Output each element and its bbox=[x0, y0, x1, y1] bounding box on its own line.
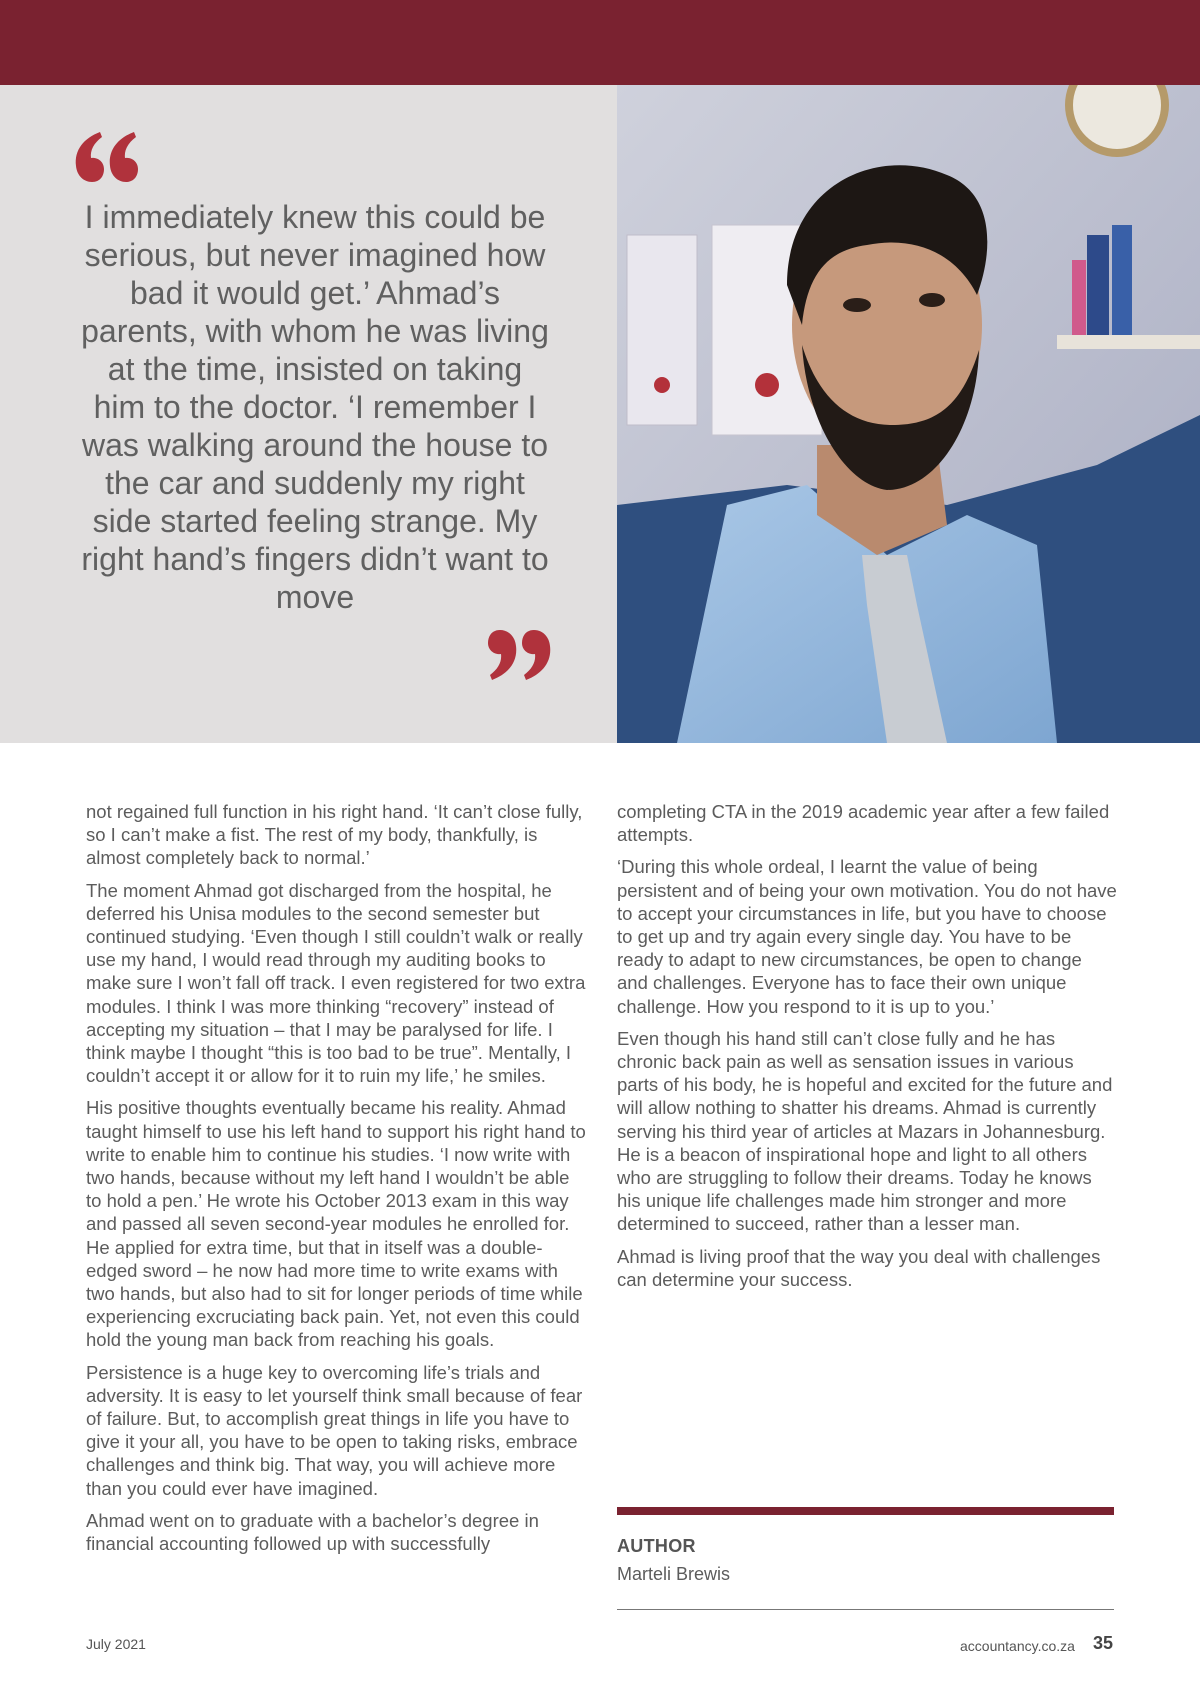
author-bottom-divider bbox=[617, 1609, 1114, 1610]
paragraph: The moment Ahmad got discharged from the hospital, he deferred his Unisa modules to the second semester but continued studying. ‘Even though I still couldn’t walk or really use my hand, I would read through my auditing books to make sure I won’t fall off track. I even registered for two extra modules. I think I was more thinking “recovery” instead of accepting my situation – that I may be paralysed for life. I think maybe I thought “this is too bad to be true”. Mentally, I couldn’t accept it or allow for it to ruin my life,’ he smiles. bbox=[86, 879, 586, 1087]
article-column-left bbox=[86, 800, 586, 1564]
author-divider bbox=[617, 1507, 1114, 1515]
paragraph: completing CTA in the 2019 academic year after a few failed attempts. bbox=[617, 801, 1110, 846]
pull-quote-text: I immediately knew this could be serious, but never imagined how bad it would get.’ Ahmad’s parents, with whom he was living at the time, insisted on taking him to the doctor. ‘I remember I was walking around the house to the car and suddenly my right side started feeling strange. My right hand’s fingers didn’t want to move bbox=[81, 199, 549, 615]
close-quote-icon bbox=[486, 622, 556, 692]
page-number: 35 bbox=[1093, 1633, 1114, 1653]
website-link[interactable]: accountancy.co.za bbox=[960, 1638, 1075, 1654]
header-band bbox=[0, 0, 1200, 85]
issue-date: July 2021 bbox=[86, 1636, 146, 1652]
paragraph: His positive thoughts eventually became his reality. Ahmad taught himself to use his left hand to support his right hand to write to enable him to continue his studies. ‘I now write with two hands, because without my left hand I wouldn’t be able to hold a pen.’ He wrote his October 2013 exam in this way and passed all seven second-year modules he enrolled for. He applied for extra time, but that in itself was a double-edged sword – he now had more time to write exams with two hands, but also had to sit for longer periods of time while experiencing excruciating back pain. Yet, not even this could hold the young man back from reaching his goals. bbox=[86, 1097, 586, 1351]
paragraph: not regained full function in his right hand. ‘It can’t close fully, so I can’t make a fist. The rest of my body, thankfully, is almost completely back to normal.’ bbox=[86, 801, 583, 869]
portrait-photo bbox=[617, 85, 1200, 743]
paragraph: Ahmad went on to graduate with a bachelor’s degree in financial accounting followed up with successfully bbox=[86, 1509, 539, 1555]
author-label: AUTHOR bbox=[617, 1536, 696, 1556]
paragraph: Persistence is a huge key to overcoming life’s trials and adversity. It is easy to let yourself think small because of fear of failure. But, to accomplish great things in life you have to give it your all, you have to be open to taking risks, embrace challenges and think big. That way, you will achieve more than you could ever have imagined. bbox=[86, 1361, 583, 1499]
paragraph: Even though his hand still can’t close fully and he has chronic back pain as well as sensation issues in various parts of his body, he is hopeful and excited for the future and will allow nothing to shatter his dreams. Ahmad is currently serving his third year of articles at Mazars in Johannesburg. He is a beacon of inspirational hope and light to all others who are struggling to follow their dreams. Today he knows his unique life challenges made him stronger and more determined to succeed, rather than a lesser man. bbox=[617, 1027, 1113, 1235]
article-column-right bbox=[617, 800, 1117, 1300]
paragraph: Ahmad is living proof that the way you deal with challenges can determine your success. bbox=[617, 1245, 1101, 1290]
author-name: Marteli Brewis bbox=[617, 1564, 731, 1584]
paragraph: ‘During this whole ordeal, I learnt the value of being persistent and of being your own motivation. You do not have to accept your circumstances in life, but you have to choose to get up and try again every single day. You have to be ready to adapt to new circumstances, be open to change and challenges. Everyone has to face their own unique challenge. How you respond to it is up to you.’ bbox=[617, 856, 1117, 1017]
open-quote-icon bbox=[70, 120, 140, 190]
